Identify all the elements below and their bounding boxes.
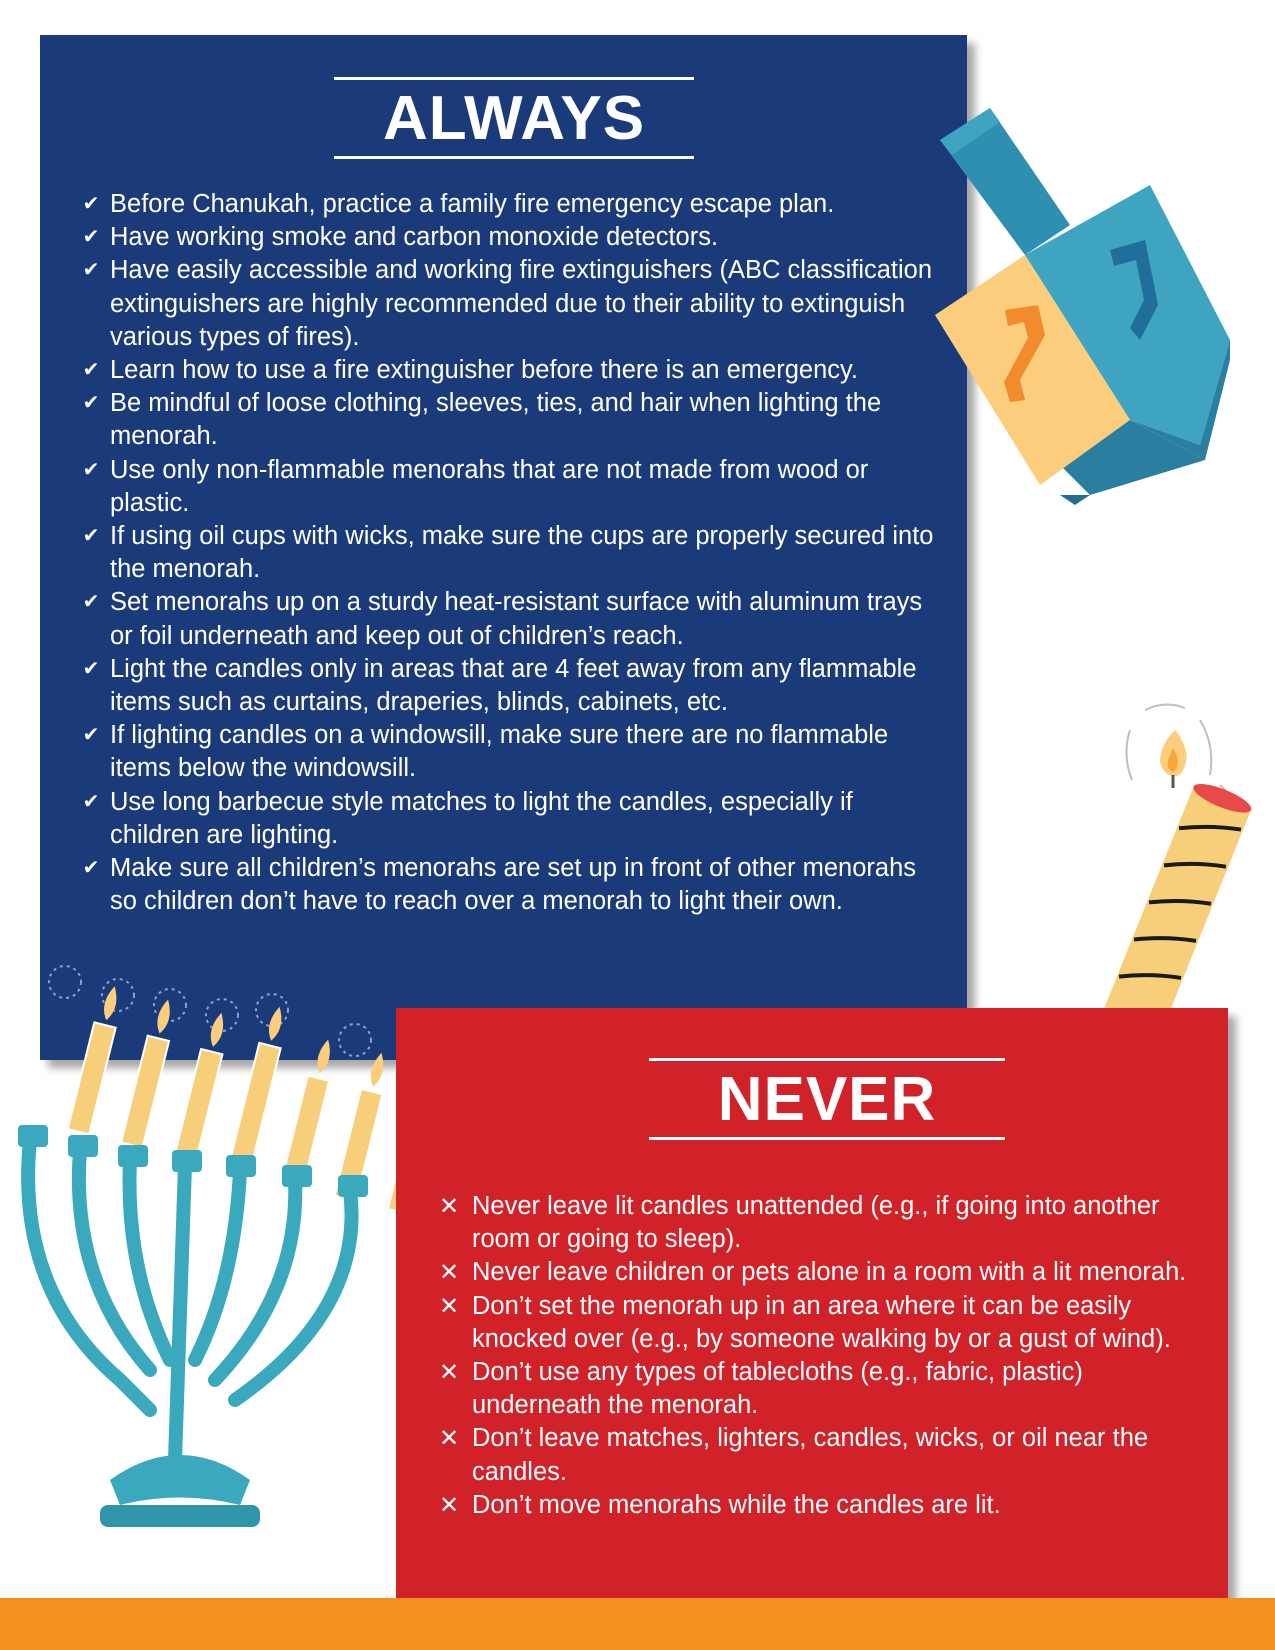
- never-list-item: [438, 1190, 1213, 1256]
- title-rule-bottom: [334, 156, 694, 159]
- check-icon: ✔: [82, 392, 100, 415]
- always-list: [80, 188, 935, 918]
- always-item-text: Have working smoke and carbon monoxide detectors.: [110, 223, 719, 252]
- never-item-text: Don’t set the menorah up in an area where it can be easily knocked over (e.g., by someone walking by or a gust of wind).: [472, 1291, 1171, 1353]
- always-list-item: [80, 221, 935, 254]
- always-item-text: Learn how to use a fire extinguisher before there is an emergency.: [110, 356, 858, 385]
- always-list-item: [80, 520, 935, 586]
- x-icon: ✕: [438, 1491, 460, 1519]
- never-title: NEVER: [717, 1065, 937, 1134]
- always-item-text: Use long barbecue style matches to light the candles, especially if children are lighting.: [110, 787, 853, 849]
- never-list-item: [438, 1256, 1213, 1289]
- always-item-text: If lighting candles on a windowsill, make sure there are no flammable items below the windowsill.: [110, 721, 889, 783]
- check-icon: ✔: [82, 591, 100, 614]
- check-icon: ✔: [82, 525, 100, 548]
- always-panel: [40, 35, 967, 1060]
- always-list-item: [80, 254, 935, 354]
- check-icon: ✔: [82, 458, 100, 481]
- always-item-text: Use only non-flammable menorahs that are not made from wood or plastic.: [110, 455, 869, 517]
- always-list-item: [80, 387, 935, 453]
- always-item-text: Set menorahs up on a sturdy heat-resistant surface with aluminum trays or foil underneath and keep out of children’s reach.: [110, 588, 923, 650]
- check-icon: ✔: [82, 259, 100, 282]
- always-list-item: [80, 852, 935, 918]
- never-list: [438, 1190, 1213, 1522]
- title-rule-bottom: [649, 1137, 1005, 1140]
- check-icon: ✔: [82, 657, 100, 680]
- x-icon: ✕: [438, 1292, 460, 1320]
- x-icon: ✕: [438, 1193, 460, 1220]
- check-icon: ✔: [82, 226, 100, 249]
- never-list-item: [438, 1489, 1213, 1522]
- always-title: ALWAYS: [382, 84, 646, 153]
- never-title-block: [649, 1058, 1005, 1140]
- bottom-bar: [0, 1598, 1275, 1650]
- check-icon: ✔: [82, 790, 100, 813]
- check-icon: ✔: [82, 193, 100, 215]
- always-item-text: Before Chanukah, practice a family fire emergency escape plan.: [110, 190, 835, 218]
- never-list-item: [438, 1356, 1213, 1422]
- x-icon: ✕: [438, 1359, 460, 1387]
- always-item-text: Be mindful of loose clothing, sleeves, ties, and hair when lighting the menorah.: [110, 389, 882, 451]
- never-list-item: [438, 1290, 1213, 1356]
- never-panel: [396, 1008, 1228, 1608]
- check-icon: ✔: [82, 857, 100, 880]
- always-item-text: Have easily accessible and working fire extinguishers (ABC classification extinguishers are highly recommended due to their ability to extinguish various types of fires).: [110, 256, 933, 351]
- always-item-text: If using oil cups with wicks, make sure the cups are properly secured into the menorah.: [110, 522, 934, 584]
- always-list-item: [80, 586, 935, 652]
- x-icon: ✕: [438, 1259, 460, 1287]
- never-item-text: Don’t use any types of tablecloths (e.g., fabric, plastic) underneath the menorah.: [472, 1358, 1083, 1420]
- always-item-text: Light the candles only in areas that are 4 feet away from any flammable items such as curtains, draperies, blinds, cabinets, etc.: [110, 654, 917, 717]
- always-list-item: [80, 188, 935, 221]
- x-icon: ✕: [438, 1425, 460, 1453]
- check-icon: ✔: [82, 359, 100, 382]
- always-list-item: [80, 354, 935, 387]
- never-item-text: Don’t move menorahs while the candles are lit.: [472, 1490, 1001, 1519]
- always-list-item: [80, 719, 935, 785]
- always-list-item: [80, 454, 935, 520]
- menorah-icon: [0, 960, 396, 1580]
- always-title-block: [334, 77, 694, 159]
- check-icon: ✔: [82, 724, 100, 747]
- never-item-text: Don’t leave matches, lighters, candles, wicks, or oil near the candles.: [472, 1424, 1149, 1486]
- never-item-text: Never leave lit candles unattended (e.g., if going into another room or going to sleep).: [472, 1192, 1160, 1254]
- never-list-item: [438, 1422, 1213, 1488]
- dreidel-icon: [930, 100, 1250, 510]
- never-item-text: Never leave children or pets alone in a room with a lit menorah.: [472, 1258, 1187, 1287]
- always-item-text: Make sure all children’s menorahs are set up in front of other menorahs so children don’t have to reach over a menorah to light their own.: [110, 854, 917, 916]
- always-list-item: [80, 786, 935, 852]
- always-list-item: [80, 653, 935, 719]
